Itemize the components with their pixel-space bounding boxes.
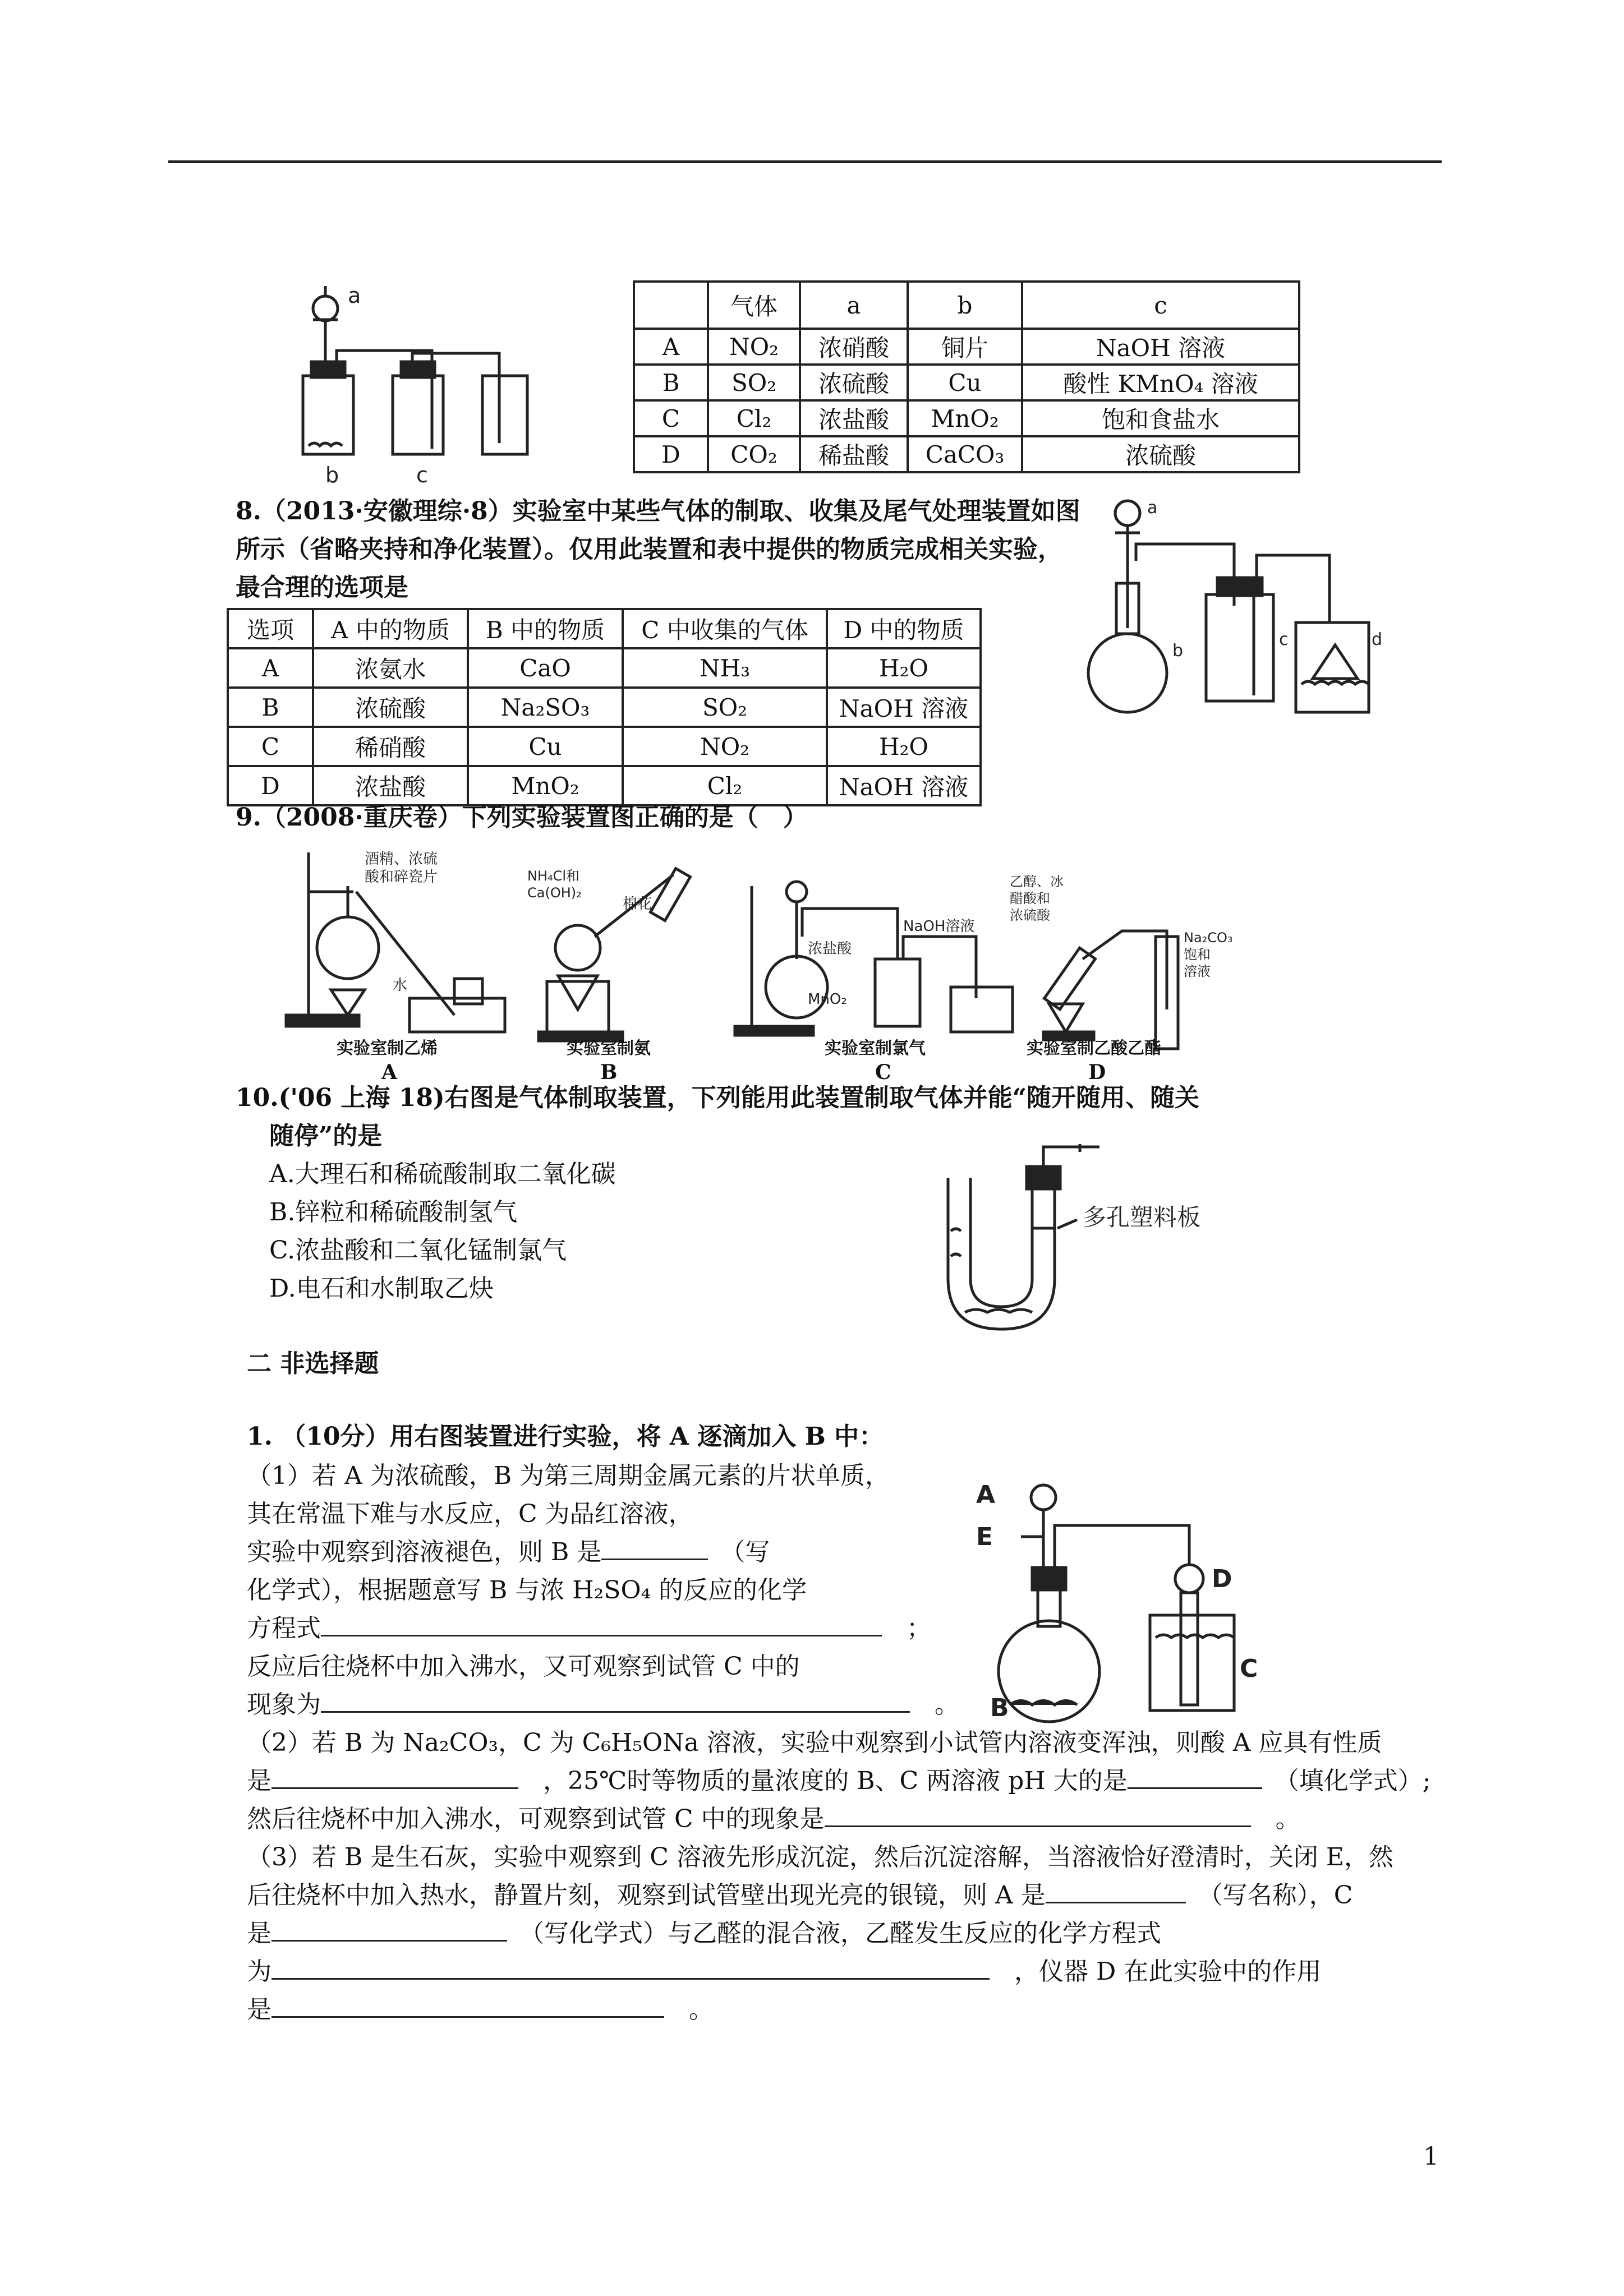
p1-s1-line-3-text: 实验中观察到溶液褪色，则 B 是 bbox=[247, 1538, 602, 1566]
q7-table-row bbox=[634, 365, 1299, 400]
q7-cell: 浓盐酸 bbox=[800, 400, 908, 436]
q7-label-a: a bbox=[348, 283, 361, 308]
q10-line-1: 10.('06 上海 18)右图是气体制取装置，下列能用此装置制取气体并能“随开随用、随关 bbox=[236, 1084, 1200, 1112]
q10-line-2: 随停”的是 bbox=[269, 1122, 383, 1150]
p1-s1-line-7-text: 现象为 bbox=[247, 1690, 321, 1719]
p1-s1-line-6: 反应后往烧杯中加入沸水，又可观察到试管 C 中的 bbox=[247, 1652, 800, 1681]
q8-fig-label-c: c bbox=[1279, 630, 1289, 649]
q8-header-cell: 选项 bbox=[228, 609, 313, 648]
q10-u-tube-figure bbox=[937, 1144, 1229, 1335]
q7-header-cell: a bbox=[800, 282, 908, 329]
q9d-caption: 实验室制乙酸乙酯 bbox=[1027, 1039, 1161, 1058]
q9d-label-4: Na₂CO₃ bbox=[1184, 930, 1233, 946]
p1-s3-line-5-tail: 。 bbox=[689, 1995, 714, 2024]
answer-blank-c-formula[interactable] bbox=[272, 1940, 507, 1942]
q8-cell: A bbox=[228, 648, 313, 688]
p1-s2-line-2 bbox=[247, 1763, 1431, 1799]
q7-cell: 饱和食盐水 bbox=[1022, 400, 1299, 436]
q7-cell: 铜片 bbox=[908, 329, 1022, 365]
q7-table-row bbox=[634, 329, 1299, 365]
q9d-label-1: 乙醇、冰 bbox=[1010, 874, 1064, 889]
q8-cell: D bbox=[228, 766, 313, 805]
p1-s3-line-2-text: 后往烧杯中加入热水，静置片刻，观察到试管壁出现光亮的银镜，则 A 是 bbox=[247, 1881, 1046, 1910]
p1-fig-label-a: A bbox=[976, 1481, 996, 1509]
q7-cell: 稀盐酸 bbox=[800, 436, 908, 472]
q7-cell: Cu bbox=[908, 365, 1022, 400]
q7-table-header bbox=[634, 282, 1299, 329]
header-rule bbox=[168, 160, 1442, 163]
p1-s3-line-5 bbox=[247, 1992, 714, 2028]
q8-fig-label-a: a bbox=[1147, 498, 1158, 518]
q7-cell: CO₂ bbox=[708, 436, 800, 472]
answer-blank-phenomenon[interactable] bbox=[321, 1711, 910, 1713]
q8-cell: Na₂SO₃ bbox=[468, 688, 623, 727]
q8-cell: H₂O bbox=[827, 727, 981, 766]
q9d-label-5: 饱和 bbox=[1184, 947, 1211, 962]
q8-fig-label-d: d bbox=[1372, 630, 1383, 649]
q8-fig-label-b: b bbox=[1172, 641, 1184, 661]
answer-blank-ph[interactable] bbox=[1128, 1787, 1262, 1789]
p1-s1-line-5-text: 方程式 bbox=[247, 1614, 321, 1643]
p1-s3-line-1: （3）若 B 是生石灰，实验中观察到 C 溶液先形成沉淀，然后沉淀溶解，当溶液恰好澄清时，关闭 E，然 bbox=[247, 1843, 1394, 1871]
p1-s1-line-5-tail: ； bbox=[907, 1614, 931, 1643]
q7-label-c: c bbox=[416, 463, 428, 487]
q9-stem: 9.（2008·重庆卷）下列实验装置图正确的是（ ） bbox=[236, 803, 808, 832]
q8-table bbox=[227, 608, 982, 806]
q8-cell: 浓盐酸 bbox=[313, 766, 468, 805]
q8-cell: H₂O bbox=[827, 648, 981, 688]
p1-fig-label-c: C bbox=[1240, 1654, 1258, 1683]
q7-table-row bbox=[634, 400, 1299, 436]
p1-s1-line-4: 化学式），根据题意写 B 与浓 H₂SO₄ 的反应的化学 bbox=[247, 1576, 807, 1605]
q9-figure-a bbox=[286, 847, 533, 1049]
q9a-caption: 实验室制乙烯 bbox=[337, 1039, 438, 1058]
q9b-letter: B bbox=[600, 1061, 618, 1084]
q7-cell: C bbox=[634, 400, 708, 436]
q9d-label-2: 醋酸和 bbox=[1010, 891, 1050, 906]
p1-s3-line-4-tail: ，仪器 D 在此实验中的作用 bbox=[1014, 1957, 1322, 1986]
q7-header-cell: b bbox=[908, 282, 1022, 329]
p1-s2-line-3 bbox=[247, 1801, 1300, 1837]
page-number: 1 bbox=[1423, 2142, 1439, 2171]
q7-cell: 酸性 KMnO₄ 溶液 bbox=[1022, 365, 1299, 400]
q7-table bbox=[633, 280, 1300, 473]
q9c-label-2: MnO₂ bbox=[808, 991, 847, 1008]
q9b-label-3: 棉花 bbox=[623, 896, 652, 912]
p1-s3-line-3-text: 是 bbox=[247, 1919, 272, 1948]
q7-cell: NO₂ bbox=[708, 329, 800, 365]
answer-blank-b[interactable] bbox=[601, 1559, 708, 1560]
q7-cell: D bbox=[634, 436, 708, 472]
answer-blank-property[interactable] bbox=[272, 1787, 518, 1789]
p1-s1-line-3-tail: （写 bbox=[733, 1538, 770, 1566]
q7-cell: 浓硫酸 bbox=[1022, 436, 1299, 472]
q9b-label-2: Ca(OH)₂ bbox=[527, 885, 582, 901]
q7-cell: MnO₂ bbox=[908, 400, 1022, 436]
q8-apparatus-figure bbox=[1094, 494, 1408, 718]
q9a-label-2: 酸和碎瓷片 bbox=[365, 869, 438, 886]
p1-s1-line-3 bbox=[247, 1534, 770, 1570]
q8-cell: Cu bbox=[468, 727, 623, 766]
answer-blank-acetaldehyde-equation[interactable] bbox=[272, 1978, 990, 1980]
q7-header-cell bbox=[634, 282, 708, 329]
q8-cell: C bbox=[228, 727, 313, 766]
q8-line-3: 最合理的选项是 bbox=[236, 573, 408, 602]
p1-s1-line-7 bbox=[247, 1687, 959, 1723]
q9-figure-c bbox=[735, 875, 1027, 1043]
q7-cell: A bbox=[634, 329, 708, 365]
q8-table-row bbox=[228, 648, 981, 688]
q7-header-cell: c bbox=[1022, 282, 1299, 329]
answer-blank-equation[interactable] bbox=[321, 1635, 882, 1636]
p1-s2-line-2-mid: ，25℃时等物质的量浓度的 B、C 两溶液 pH 大的是 bbox=[543, 1767, 1128, 1795]
q7-cell: CaCO₃ bbox=[908, 436, 1022, 472]
q7-cell: 浓硫酸 bbox=[800, 365, 908, 400]
q7-cell: NaOH 溶液 bbox=[1022, 329, 1299, 365]
q8-line-2: 所示（省略夹持和净化装置）。仅用此装置和表中提供的物质完成相关实验， bbox=[236, 535, 1062, 564]
q9d-label-6: 溶液 bbox=[1184, 963, 1211, 979]
q8-table-header bbox=[228, 609, 981, 648]
q8-header-cell: B 中的物质 bbox=[468, 609, 623, 648]
p1-s2-line-3-text: 然后往烧杯中加入沸水，可观察到试管 C 中的现象是 bbox=[247, 1805, 825, 1833]
q7-header-cell: 气体 bbox=[708, 282, 800, 329]
q9b-label-1: NH₄Cl和 bbox=[527, 868, 580, 884]
q8-header-cell: A 中的物质 bbox=[313, 609, 468, 648]
p1-s3-line-4-text: 为 bbox=[247, 1957, 272, 1986]
p1-s1-line-7-tail: 。 bbox=[935, 1690, 959, 1719]
q8-cell: Cl₂ bbox=[623, 766, 827, 805]
q8-cell: B bbox=[228, 688, 313, 727]
q7-apparatus-figure bbox=[292, 264, 583, 488]
p1-s1-line-5 bbox=[247, 1611, 931, 1647]
q9c-label-1: 浓盐酸 bbox=[808, 940, 852, 957]
q8-line-1: 8.（2013·安徽理综·8）实验室中某些气体的制取、收集及尾气处理装置如图 bbox=[236, 497, 1080, 525]
p1-s3-line-2-tail: （写名称），C bbox=[1210, 1881, 1353, 1910]
q10-option-a: A.大理石和稀硫酸制取二氧化碳 bbox=[269, 1160, 616, 1188]
q8-cell: SO₂ bbox=[623, 688, 827, 727]
p1-fig-label-b: B bbox=[990, 1694, 1009, 1722]
q7-cell: Cl₂ bbox=[708, 400, 800, 436]
p1-s3-line-5-text: 是 bbox=[247, 1995, 272, 2024]
q10-option-c: C.浓盐酸和二氧化锰制氯气 bbox=[269, 1236, 567, 1265]
answer-blank-d-role[interactable] bbox=[272, 2016, 664, 2018]
answer-blank-c-phenomenon[interactable] bbox=[825, 1825, 1251, 1827]
q9-figure-d bbox=[1010, 875, 1234, 1049]
p1-s3-line-2 bbox=[247, 1878, 1352, 1914]
p1-s2-line-1: （2）若 B 为 Na₂CO₃，C 为 C₆H₅ONa 溶液，实验中观察到小试管内溶液变浑浊，则酸 A 应具有性质 bbox=[247, 1728, 1382, 1757]
q9c-label-3: NaOH溶液 bbox=[903, 918, 975, 935]
q8-cell: 浓氨水 bbox=[313, 648, 468, 688]
q8-cell: MnO₂ bbox=[468, 766, 623, 805]
q9c-letter: C bbox=[875, 1061, 891, 1084]
q7-table-row bbox=[634, 436, 1299, 472]
q7-cell: B bbox=[634, 365, 708, 400]
p1-s2-line-2-text: 是 bbox=[247, 1767, 272, 1795]
q10-fig-label: 多孔塑料板 bbox=[1083, 1204, 1201, 1231]
p1-s3-line-4 bbox=[247, 1954, 1321, 1990]
q8-cell: NH₃ bbox=[623, 648, 827, 688]
q10-option-b: B.锌粒和稀硫酸制氢气 bbox=[269, 1198, 518, 1227]
p1-s2-line-3-tail: 。 bbox=[1275, 1805, 1300, 1833]
q8-table-row bbox=[228, 727, 981, 766]
q9c-caption: 实验室制氯气 bbox=[825, 1039, 926, 1058]
q9d-letter: D bbox=[1088, 1061, 1106, 1084]
p1-s3-line-3 bbox=[247, 1916, 1161, 1952]
answer-blank-a-name[interactable] bbox=[1046, 1902, 1186, 1903]
p1-s1-line-2: 其在常温下难与水反应，C 为品红溶液， bbox=[247, 1500, 693, 1528]
q9d-label-3: 浓硫酸 bbox=[1010, 907, 1050, 923]
q8-cell: NO₂ bbox=[623, 727, 827, 766]
p1-s3-line-3-tail: （写化学式）与乙醛的混合液，乙醛发生反应的化学方程式 bbox=[532, 1919, 1161, 1948]
q9-figure-b bbox=[527, 864, 729, 1043]
q8-header-cell: D 中的物质 bbox=[827, 609, 981, 648]
q7-cell: SO₂ bbox=[708, 365, 800, 400]
p1-s2-line-2-tail: （填化学式）; bbox=[1286, 1767, 1431, 1795]
p1-fig-label-d: D bbox=[1212, 1565, 1232, 1593]
q8-cell: 稀硝酸 bbox=[313, 727, 468, 766]
q9a-label-1: 酒精、浓硫 bbox=[365, 851, 438, 868]
q8-cell: NaOH 溶液 bbox=[827, 766, 981, 805]
q7-label-b: b bbox=[325, 463, 339, 487]
q7-cell: 浓硝酸 bbox=[800, 329, 908, 365]
q9b-caption: 实验室制氨 bbox=[567, 1039, 651, 1058]
section-2-title: 二 非选择题 bbox=[247, 1349, 379, 1378]
q8-cell: NaOH 溶液 bbox=[827, 688, 981, 727]
q8-cell: CaO bbox=[468, 648, 623, 688]
q8-cell: 浓硫酸 bbox=[313, 688, 468, 727]
q9a-label-3: 水 bbox=[393, 977, 408, 994]
p1-head: 1. （10分）用右图装置进行实验，将 A 逐滴加入 B 中： bbox=[247, 1422, 884, 1451]
q10-option-d: D.电石和水制取乙炔 bbox=[269, 1274, 494, 1303]
q8-header-cell: C 中收集的气体 bbox=[623, 609, 827, 648]
p1-fig-label-e: E bbox=[976, 1523, 993, 1551]
p1-apparatus-figure bbox=[976, 1469, 1290, 1727]
p1-s1-line-1: （1）若 A 为浓硫酸，B 为第三周期金属元素的片状单质， bbox=[247, 1461, 890, 1490]
q9a-letter: A bbox=[381, 1061, 397, 1084]
q8-table-row bbox=[228, 688, 981, 727]
